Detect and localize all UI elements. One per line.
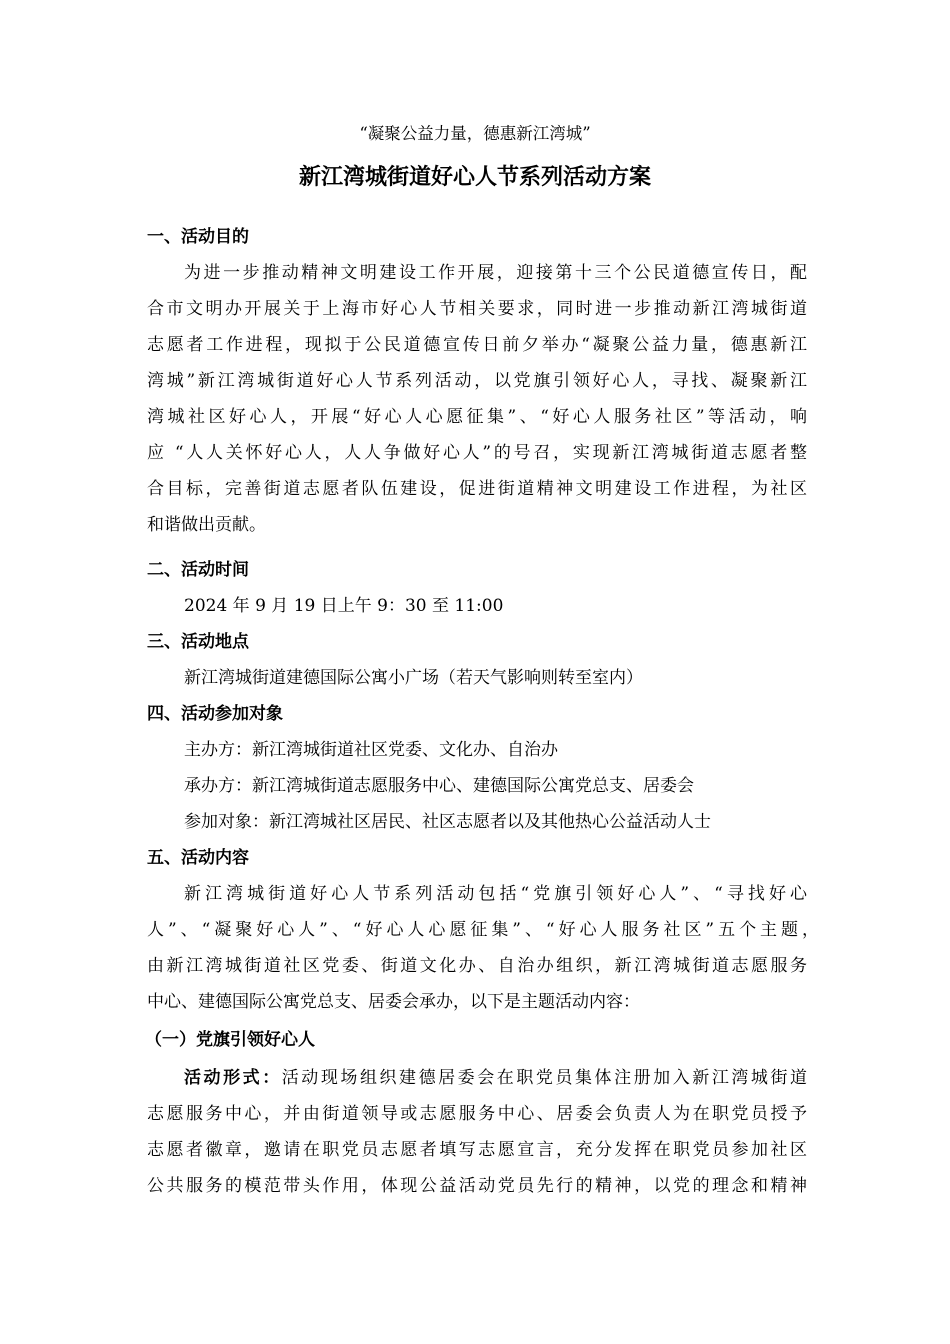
section-heading-location: 三、活动地点 <box>147 632 249 652</box>
paragraph-line: 和谐做出贡献。 <box>147 515 266 535</box>
paragraph-line: 志愿者工作进程，现拟于公民道德宣传日前夕举办“凝聚公益力量，德惠新江 <box>147 335 807 355</box>
section-heading-time: 二、活动时间 <box>147 560 249 580</box>
paragraph-line: 湾城”新江湾城街道好心人节系列活动，以党旗引领好心人，寻找、凝聚新江 <box>147 371 807 391</box>
paragraph-line <box>184 1060 807 1096</box>
event-time: 2024 年 9 月 19 日上午 9：30 至 11:00 <box>184 596 504 616</box>
document-title: 新江湾城街道好心人节系列活动方案 <box>298 164 651 190</box>
section-heading-content: 五、活动内容 <box>147 848 249 868</box>
document-subtitle: “凝聚公益力量，德惠新江湾城” <box>359 124 591 143</box>
paragraph-line: 新江湾城街道好心人节系列活动包括“党旗引领好心人”、“寻找好心 <box>184 884 807 904</box>
paragraph-line: 公共服务的模范带头作用，体现公益活动党员先行的精神，以党的理念和精神 <box>147 1176 807 1196</box>
co-organizer-line: 承办方：新江湾城街道志愿服务中心、建德国际公寓党总支、居委会 <box>184 776 694 796</box>
paragraph-line: 志愿者徽章，邀请在职党员志愿者填写志愿宣言，充分发挥在职党员参加社区 <box>147 1140 807 1160</box>
paragraph-line-text: 活动现场组织建德居委会在职党员集体注册加入新江湾城街道 <box>281 1068 807 1088</box>
lead-label: 活动形式： <box>184 1068 282 1088</box>
paragraph-line: 合目标，完善街道志愿者队伍建设，促进街道精神文明建设工作进程，为社区 <box>147 479 807 499</box>
paragraph-line: 为进一步推动精神文明建设工作开展，迎接第十三个公民道德宣传日，配 <box>184 263 807 283</box>
subsection-heading-party-flag: （一）党旗引领好心人 <box>145 1030 315 1050</box>
event-location: 新江湾城街道建德国际公寓小广场（若天气影响则转至室内） <box>184 668 643 688</box>
paragraph-line: 志愿服务中心，并由街道领导或志愿服务中心、居委会负责人为在职党员授予 <box>147 1104 807 1124</box>
paragraph-line: 人”、“凝聚好心人”、“好心人心愿征集”、“好心人服务社区”五个主题， <box>147 920 819 940</box>
participants-line: 参加对象：新江湾城社区居民、社区志愿者以及其他热心公益活动人士 <box>184 812 711 832</box>
paragraph-line: 合市文明办开展关于上海市好心人节相关要求，同时进一步推动新江湾城街道 <box>147 299 807 319</box>
paragraph-line: 中心、建德国际公寓党总支、居委会承办，以下是主题活动内容： <box>147 992 640 1012</box>
paragraph-line: 湾城社区好心人，开展“好心人心愿征集”、“好心人服务社区”等活动，响 <box>147 407 807 427</box>
paragraph-line: 由新江湾城街道社区党委、街道文化办、自治办组织，新江湾城街道志愿服务 <box>147 956 807 976</box>
section-heading-purpose: 一、活动目的 <box>147 227 249 247</box>
organizer-line: 主办方：新江湾城街道社区党委、文化办、自治办 <box>184 740 558 760</box>
paragraph-line: 应 “人人关怀好心人，人人争做好心人”的号召，实现新江湾城街道志愿者整 <box>147 443 807 463</box>
section-heading-participants: 四、活动参加对象 <box>147 704 283 724</box>
